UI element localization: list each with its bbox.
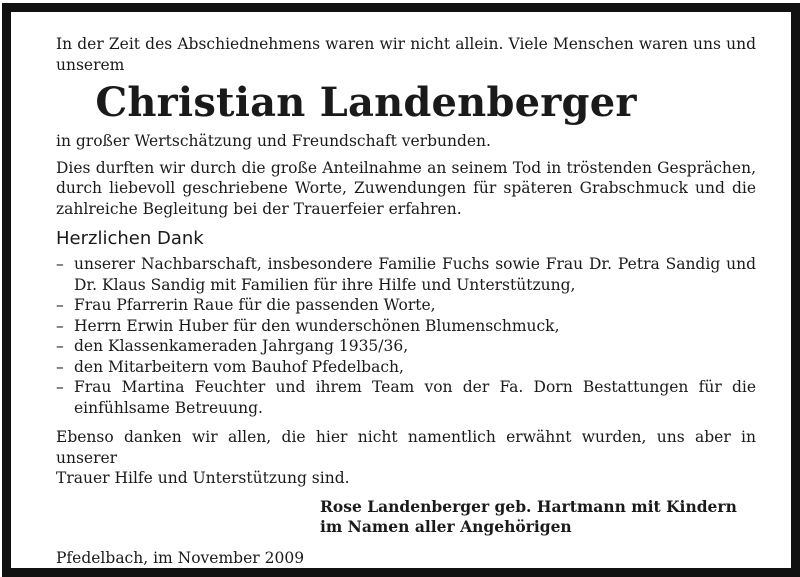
dash-bullet: – (56, 378, 64, 396)
thanks-item-text: Frau Pfarrerin Raue für die passenden Worte, (74, 296, 436, 314)
signature-line-2: im Namen aller Angehörigen (320, 517, 572, 536)
dash-bullet: – (56, 357, 64, 376)
thanks-item-text: den Mitarbeitern vom Bauhof Pfedelbach, (74, 357, 404, 376)
closing-line-2: Trauer Hilfe und Unterstützung sind. (56, 469, 350, 487)
thanks-item (56, 377, 756, 398)
thanks-heading: Herzlichen Dank (56, 228, 204, 249)
dash-bullet: – (56, 316, 64, 335)
paragraph-line-2: durch liebevoll geschriebene Worte, Zuwendungen für späteren Grabschmuck und die (56, 179, 756, 197)
thanks-item (56, 357, 756, 378)
thanks-item-continuation: Dr. Klaus Sandig mit Familien für ihre Hilfe und Unterstützung, (74, 275, 576, 294)
closing-line-1: Ebenso danken wir allen, die hier nicht namentlich erwähnt wurden, uns aber in unserer (56, 428, 756, 467)
paragraph-line-1: Dies durften wir durch die große Anteilnahme an seinem Tod in tröstenden Gesprächen, (56, 158, 756, 177)
intro-line-2: unserem (56, 55, 125, 74)
thanks-item-continuation: einfühlsame Betreuung. (74, 398, 263, 417)
dash-bullet: – (56, 296, 64, 314)
paragraph-line-3: zahlreiche Begleitung bei der Trauerfeier erfahren. (56, 199, 462, 218)
thanks-item (56, 254, 756, 275)
thanks-item-text: unserer Nachbarschaft, insbesondere Familie Fuchs sowie Frau Dr. Petra Sandig und (74, 255, 756, 273)
thanks-list (56, 254, 756, 418)
thanks-item (56, 295, 756, 316)
after-name-text: in großer Wertschätzung und Freundschaft verbunden. (56, 132, 491, 150)
obituary-frame (2, 3, 800, 577)
dash-bullet: – (56, 337, 64, 355)
thanks-item-text: Frau Martina Feuchter und ihrem Team von der Fa. Dorn Bestattungen für die (74, 378, 756, 396)
thanks-item-text: Herrn Erwin Huber für den wunderschönen Blumenschmuck, (74, 316, 560, 335)
dash-bullet: – (56, 255, 64, 273)
signature-line-1: Rose Landenberger geb. Hartmann mit Kindern (320, 496, 737, 516)
deceased-name: Christian Landenberger (95, 79, 637, 126)
thanks-item (56, 316, 756, 337)
thanks-item-text: den Klassenkameraden Jahrgang 1935/36, (74, 337, 409, 355)
obituary-content (56, 34, 756, 568)
signature-block (56, 497, 756, 538)
intro-line-1: In der Zeit des Abschiednehmens waren wir nicht allein. Viele Menschen waren uns und (56, 35, 756, 53)
place-date: Pfedelbach, im November 2009 (56, 548, 305, 567)
thanks-item (56, 336, 756, 357)
